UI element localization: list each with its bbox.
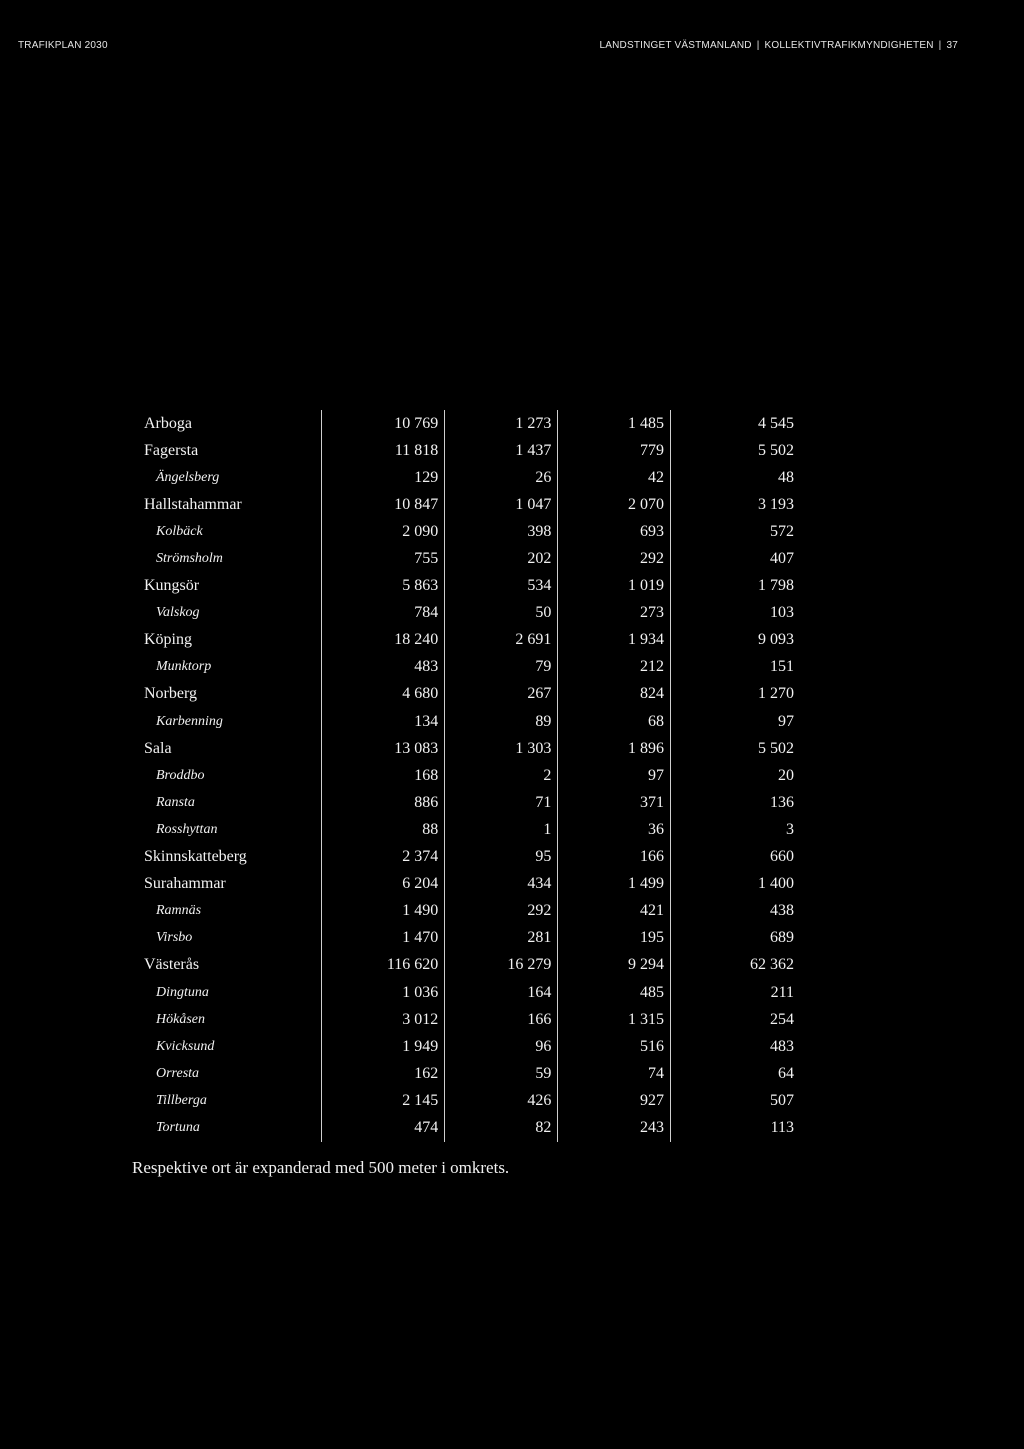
sublocality-name: Ransta <box>156 794 195 810</box>
value-cell-c2: 281 <box>445 925 558 952</box>
value-cell-c2: 534 <box>445 573 558 600</box>
value-cell-c3: 693 <box>558 518 671 545</box>
sublocality-name: Tillberga <box>156 1092 207 1108</box>
locality-name: Norberg <box>144 685 198 703</box>
value-cell-c2: 166 <box>445 1006 558 1033</box>
organization-name: LANDSTINGET VÄSTMANLAND <box>599 40 752 51</box>
value-cell-c1: 3 012 <box>322 1006 445 1033</box>
value-cell-c4: 103 <box>770 604 794 622</box>
value-cell-c4: 9 093 <box>758 631 794 649</box>
value-cell-c3: 97 <box>558 762 671 789</box>
table-row <box>130 708 802 735</box>
value-cell-c1: 1 470 <box>322 925 445 952</box>
value-cell-c4: 1 270 <box>758 685 794 703</box>
value-cell-c3: 779 <box>558 437 671 464</box>
table-row <box>130 437 802 464</box>
table-row <box>130 464 802 491</box>
table-row <box>130 871 802 898</box>
value-cell-c3: 1 896 <box>558 735 671 762</box>
value-cell-c4: 4 545 <box>758 414 794 432</box>
value-cell-c2: 59 <box>445 1060 558 1087</box>
header-right <box>599 40 958 51</box>
value-cell-c1: 18 240 <box>322 627 445 654</box>
value-cell-c1: 483 <box>322 654 445 681</box>
table-row <box>130 1114 802 1141</box>
table-row <box>130 816 802 843</box>
value-cell-c1: 10 847 <box>322 491 445 518</box>
value-cell-c1: 1 490 <box>322 898 445 925</box>
value-cell-c2: 79 <box>445 654 558 681</box>
value-cell-c4: 483 <box>770 1037 794 1055</box>
value-cell-c1: 88 <box>322 816 445 843</box>
value-cell-c4: 407 <box>770 550 794 568</box>
department-name: KOLLEKTIVTRAFIKMYNDIGHETEN <box>764 40 934 51</box>
value-cell-c3: 68 <box>558 708 671 735</box>
value-cell-c3: 292 <box>558 545 671 572</box>
value-cell-c2: 2 691 <box>445 627 558 654</box>
value-cell-c3: 516 <box>558 1033 671 1060</box>
value-cell-c2: 434 <box>445 871 558 898</box>
value-cell-c4: 507 <box>770 1091 794 1109</box>
sublocality-name: Valskog <box>156 605 200 621</box>
sublocality-name: Hökåsen <box>156 1011 205 1027</box>
table-row <box>130 844 802 871</box>
value-cell-c2: 1 047 <box>445 491 558 518</box>
table-row <box>130 491 802 518</box>
locality-name: Arboga <box>144 414 192 432</box>
table-row <box>130 1006 802 1033</box>
value-cell-c2: 1 <box>445 816 558 843</box>
value-cell-c1: 474 <box>322 1114 445 1141</box>
sublocality-name: Munktorp <box>156 659 212 675</box>
population-table <box>130 410 802 1142</box>
value-cell-c2: 202 <box>445 545 558 572</box>
table-row <box>130 681 802 708</box>
value-cell-c2: 164 <box>445 979 558 1006</box>
value-cell-c4: 97 <box>778 712 794 730</box>
value-cell-c4: 254 <box>770 1010 794 1028</box>
value-cell-c3: 927 <box>558 1087 671 1114</box>
value-cell-c4: 438 <box>770 902 794 920</box>
value-cell-c3: 166 <box>558 844 671 871</box>
sublocality-name: Kvicksund <box>156 1038 215 1054</box>
table-row <box>130 1087 802 1114</box>
value-cell-c4: 1 798 <box>758 577 794 595</box>
locality-name: Skinnskatteberg <box>144 848 247 866</box>
locality-name: Sala <box>144 739 172 757</box>
value-cell-c1: 755 <box>322 545 445 572</box>
table-row <box>130 1060 802 1087</box>
value-cell-c3: 421 <box>558 898 671 925</box>
value-cell-c2: 82 <box>445 1114 558 1141</box>
sublocality-name: Tortuna <box>156 1119 200 1135</box>
value-cell-c1: 6 204 <box>322 871 445 898</box>
value-cell-c2: 1 303 <box>445 735 558 762</box>
value-cell-c1: 1 036 <box>322 979 445 1006</box>
table-row <box>130 735 802 762</box>
value-cell-c1: 116 620 <box>322 952 445 979</box>
value-cell-c1: 13 083 <box>322 735 445 762</box>
value-cell-c2: 1 273 <box>445 410 558 437</box>
value-cell-c4: 5 502 <box>758 739 794 757</box>
value-cell-c4: 660 <box>770 848 794 866</box>
value-cell-c3: 2 070 <box>558 491 671 518</box>
value-cell-c2: 96 <box>445 1033 558 1060</box>
value-cell-c2: 71 <box>445 789 558 816</box>
value-cell-c3: 273 <box>558 600 671 627</box>
sublocality-name: Ängelsberg <box>156 469 220 485</box>
value-cell-c3: 1 934 <box>558 627 671 654</box>
value-cell-c4: 5 502 <box>758 441 794 459</box>
value-cell-c3: 1 499 <box>558 871 671 898</box>
locality-name: Fagersta <box>144 441 199 459</box>
sublocality-name: Ramnäs <box>156 903 202 919</box>
value-cell-c3: 74 <box>558 1060 671 1087</box>
value-cell-c4: 1 400 <box>758 875 794 893</box>
value-cell-c2: 426 <box>445 1087 558 1114</box>
table-row <box>130 410 802 437</box>
value-cell-c1: 162 <box>322 1060 445 1087</box>
value-cell-c3: 1 485 <box>558 410 671 437</box>
value-cell-c2: 95 <box>445 844 558 871</box>
value-cell-c2: 50 <box>445 600 558 627</box>
table-footnote: Respektive ort är expanderad med 500 meter i omkrets. <box>132 1158 510 1177</box>
value-cell-c1: 2 145 <box>322 1087 445 1114</box>
table-row <box>130 979 802 1006</box>
sublocality-name: Rosshyttan <box>156 821 218 837</box>
table-row <box>130 573 802 600</box>
value-cell-c1: 2 090 <box>322 518 445 545</box>
value-cell-c1: 5 863 <box>322 573 445 600</box>
value-cell-c1: 2 374 <box>322 844 445 871</box>
value-cell-c1: 1 949 <box>322 1033 445 1060</box>
value-cell-c3: 195 <box>558 925 671 952</box>
value-cell-c1: 129 <box>322 464 445 491</box>
document-title: TRAFIKPLAN 2030 <box>18 40 108 51</box>
value-cell-c4: 3 <box>786 820 794 838</box>
value-cell-c2: 26 <box>445 464 558 491</box>
value-cell-c1: 784 <box>322 600 445 627</box>
value-cell-c2: 1 437 <box>445 437 558 464</box>
table-row <box>130 518 802 545</box>
sublocality-name: Kolbäck <box>156 523 203 539</box>
value-cell-c1: 11 818 <box>322 437 445 464</box>
page-header <box>18 40 958 54</box>
table-row <box>130 1033 802 1060</box>
sublocality-name: Orresta <box>156 1065 200 1081</box>
value-cell-c3: 371 <box>558 789 671 816</box>
value-cell-c3: 1 019 <box>558 573 671 600</box>
value-cell-c3: 243 <box>558 1114 671 1141</box>
sublocality-name: Virsbo <box>156 930 193 946</box>
table-row <box>130 898 802 925</box>
value-cell-c4: 3 193 <box>758 495 794 513</box>
value-cell-c4: 20 <box>778 766 794 784</box>
table-body <box>130 410 802 1142</box>
value-cell-c2: 267 <box>445 681 558 708</box>
value-cell-c2: 398 <box>445 518 558 545</box>
value-cell-c3: 9 294 <box>558 952 671 979</box>
locality-name: Hallstahammar <box>144 495 242 513</box>
value-cell-c1: 134 <box>322 708 445 735</box>
value-cell-c3: 485 <box>558 979 671 1006</box>
sublocality-name: Dingtuna <box>156 984 209 1000</box>
value-cell-c2: 89 <box>445 708 558 735</box>
value-cell-c4: 151 <box>770 658 794 676</box>
value-cell-c2: 2 <box>445 762 558 789</box>
value-cell-c4: 64 <box>778 1064 794 1082</box>
header-divider: | <box>756 40 760 51</box>
value-cell-c4: 48 <box>778 468 794 486</box>
value-cell-c4: 62 362 <box>750 956 794 974</box>
sublocality-name: Strömsholm <box>156 551 223 567</box>
table-row <box>130 545 802 572</box>
value-cell-c1: 168 <box>322 762 445 789</box>
locality-name: Köping <box>144 631 192 649</box>
value-cell-c2: 292 <box>445 898 558 925</box>
locality-name: Kungsör <box>144 577 200 595</box>
table-row <box>130 627 802 654</box>
table-row <box>130 600 802 627</box>
value-cell-c3: 824 <box>558 681 671 708</box>
value-cell-c3: 42 <box>558 464 671 491</box>
value-cell-c4: 572 <box>770 522 794 540</box>
value-cell-c2: 16 279 <box>445 952 558 979</box>
value-cell-c3: 36 <box>558 816 671 843</box>
sublocality-name: Broddbo <box>156 767 205 783</box>
value-cell-c1: 886 <box>322 789 445 816</box>
value-cell-c4: 211 <box>770 983 794 1001</box>
table-row <box>130 654 802 681</box>
table-row <box>130 952 802 979</box>
value-cell-c1: 10 769 <box>322 410 445 437</box>
value-cell-c4: 113 <box>770 1118 794 1136</box>
value-cell-c4: 689 <box>770 929 794 947</box>
table-row <box>130 925 802 952</box>
header-divider: | <box>938 40 942 51</box>
table-row <box>130 762 802 789</box>
page-number: 37 <box>946 40 958 51</box>
locality-name: Västerås <box>144 956 200 974</box>
locality-name: Surahammar <box>144 875 226 893</box>
value-cell-c3: 1 315 <box>558 1006 671 1033</box>
value-cell-c1: 4 680 <box>322 681 445 708</box>
value-cell-c3: 212 <box>558 654 671 681</box>
table-row <box>130 789 802 816</box>
sublocality-name: Karbenning <box>156 713 223 729</box>
value-cell-c4: 136 <box>770 793 794 811</box>
